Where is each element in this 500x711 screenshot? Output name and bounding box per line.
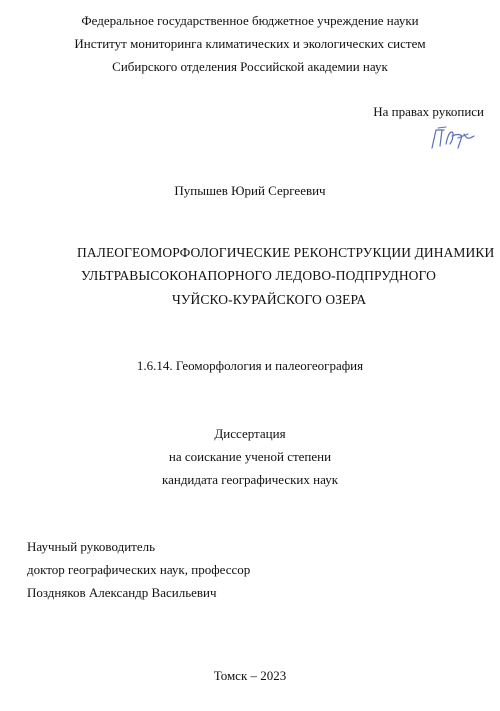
degree-line-3: кандидата географических наук bbox=[161, 472, 339, 487]
title-line-3: ЧУЙСКО-КУРАЙСКОГО ОЗЕРА bbox=[172, 292, 367, 307]
institution-line-2: Институт мониторинга климатических и экологических систем bbox=[74, 36, 426, 51]
manuscript-note: На правах рукописи bbox=[373, 104, 484, 119]
supervisor-rank: доктор географических наук, профессор bbox=[27, 562, 251, 577]
degree-line-2: на соискание ученой степени bbox=[168, 449, 332, 464]
title-line-1: ПАЛЕОГЕОМОРФОЛОГИЧЕСКИЕ РЕКОНСТРУКЦИИ ДИНАМИКИ bbox=[77, 245, 495, 260]
degree-line-1: Диссертация bbox=[214, 426, 286, 441]
handwritten-signature-icon bbox=[428, 124, 476, 152]
institution-line-3: Сибирского отделения Российской академии наук bbox=[112, 59, 388, 74]
supervisor-role: Научный руководитель bbox=[27, 539, 156, 554]
supervisor-name: Поздняков Александр Васильевич bbox=[27, 585, 217, 600]
specialty-code: 1.6.14. Геоморфология и палеогеография bbox=[136, 358, 364, 373]
author-name: Пупышев Юрий Сергеевич bbox=[174, 183, 326, 198]
institution-line-1: Федеральное государственное бюджетное учреждение науки bbox=[81, 13, 419, 28]
city-year-footer: Томск – 2023 bbox=[213, 668, 287, 683]
title-line-2: УЛЬТРАВЫСОКОНАПОРНОГО ЛЕДОВО-ПОДПРУДНОГО bbox=[81, 268, 436, 283]
